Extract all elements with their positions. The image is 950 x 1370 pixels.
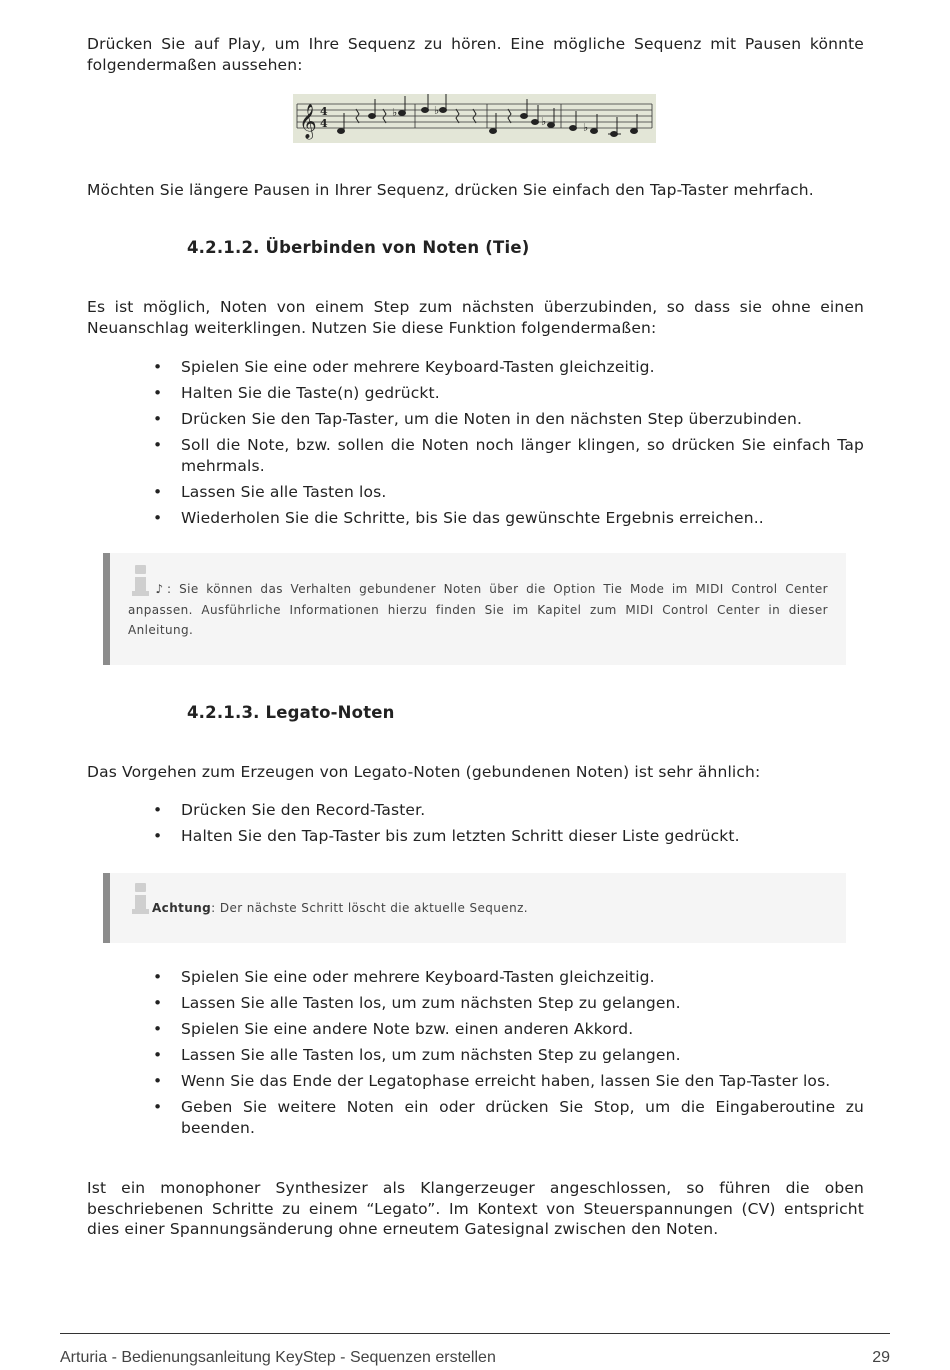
score-note <box>570 126 577 131</box>
intro-paragraph: Drücken Sie auf Play, um Ihre Sequenz zu hören. Eine mögliche Sequenz mit Pausen könnte folgendermaßen aussehen: <box>87 35 864 74</box>
list-item: • Geben Sie weitere Noten ein oder drücken Sie Stop, um die Eingaberoutine zu beenden. <box>153 1098 864 1137</box>
legato-intro-paragraph: Das Vorgehen zum Erzeugen von Legato-Noten (gebundenen Noten) ist sehr ähnlich: <box>87 763 761 781</box>
music-score-svg <box>293 94 656 143</box>
list-item: • Spielen Sie eine oder mehrere Keyboard-Tasten gleichzeitig. <box>153 358 655 376</box>
score-note <box>631 129 638 134</box>
footer-divider <box>60 1333 890 1334</box>
warning-label: Achtung <box>152 901 212 915</box>
legato-steps-list-b <box>153 967 864 1144</box>
page-number: 29 <box>872 1349 890 1366</box>
list-item: • Spielen Sie eine oder mehrere Keyboard-Tasten gleichzeitig. <box>153 968 655 986</box>
score-note <box>440 108 447 113</box>
treble-clef-icon: 𝄞 <box>299 104 317 139</box>
list-item: • Lassen Sie alle Tasten los, um zum nächsten Step zu gelangen. <box>153 994 681 1012</box>
tie-steps-list <box>153 357 864 534</box>
score-note <box>338 129 345 134</box>
svg-text:♭: ♭ <box>392 106 398 119</box>
footer-title: Arturia - Bedienungsanleitung KeyStep - Sequenzen erstellen <box>60 1349 496 1366</box>
info-icon <box>132 883 146 915</box>
tie-mode-note-text: ♪: Sie können das Verhalten gebundener Noten über die Option Tie Mode im MIDI Control Center anpassen. Ausführliche Informationen hierzu finden Sie im Kapitel zum MIDI Control Center in dieser Anleitung. <box>128 582 828 637</box>
list-item: • Lassen Sie alle Tasten los, um zum nächsten Step zu gelangen. <box>153 1046 681 1064</box>
score-note <box>422 108 429 113</box>
list-item: • Wenn Sie das Ende der Legatophase erreicht haben, lassen Sie den Tap-Taster los. <box>153 1072 831 1090</box>
music-score-figure <box>293 94 656 143</box>
time-signature-bottom: 4 <box>320 117 328 130</box>
heading-legato: 4.2.1.3. Legato-Noten <box>187 703 395 722</box>
score-note <box>548 123 555 128</box>
svg-text:♭: ♭ <box>434 104 440 117</box>
list-item: • Wiederholen Sie die Schritte, bis Sie das gewünschte Ergebnis erreichen.. <box>153 508 764 527</box>
score-note <box>490 129 497 134</box>
pause-tip-paragraph: Möchten Sie längere Pausen in Ihrer Sequenz, drücken Sie einfach den Tap-Taster mehrfach. <box>87 181 814 199</box>
warning-note <box>103 873 846 943</box>
svg-text:♭: ♭ <box>583 121 589 134</box>
list-item: • Drücken Sie den Tap-Taster, um die Noten in den nächsten Step überzubinden. <box>153 410 803 428</box>
time-signature-top: 4 <box>320 105 328 118</box>
list-item: • Soll die Note, bzw. sollen die Noten noch länger klingen, so drücken Sie einfach Tap mehrmals. <box>153 436 864 475</box>
score-note <box>399 111 406 116</box>
legato-steps-list-a <box>153 800 864 852</box>
tie-mode-note <box>103 553 846 665</box>
svg-text:♭: ♭ <box>541 115 547 128</box>
tie-intro-paragraph: Es ist möglich, Noten von einem Step zum nächsten überzubinden, so dass sie ohne einen Neuanschlag weiterklingen. Nutzen Sie diese Funktion folgendermaßen: <box>87 298 864 337</box>
list-item: • Drücken Sie den Record-Taster. <box>153 801 426 819</box>
legato-closing-paragraph: Ist ein monophoner Synthesizer als Klangerzeuger angeschlossen, so führen die oben beschriebenen Schritte zu einem “Legato”. Im Kontext von Steuerspannungen (CV) entspricht dies einer Spannungsänderung ohne erneutem Gatesignal zwischen den Noten. <box>87 1179 864 1238</box>
list-item: • Spielen Sie eine andere Note bzw. einen anderen Akkord. <box>153 1020 634 1038</box>
score-note <box>532 120 539 125</box>
list-item: • Halten Sie die Taste(n) gedrückt. <box>153 384 440 402</box>
score-note <box>591 129 598 134</box>
warning-note-text: Achtung: Der nächste Schritt löscht die aktuelle Sequenz. <box>152 901 528 915</box>
score-note <box>521 114 528 119</box>
heading-tie: 4.2.1.2. Überbinden von Noten (Tie) <box>187 238 530 257</box>
list-item: • Lassen Sie alle Tasten los. <box>153 482 387 501</box>
score-note <box>369 114 376 119</box>
list-item: • Halten Sie den Tap-Taster bis zum letzten Schritt dieser Liste gedrückt. <box>153 827 740 845</box>
